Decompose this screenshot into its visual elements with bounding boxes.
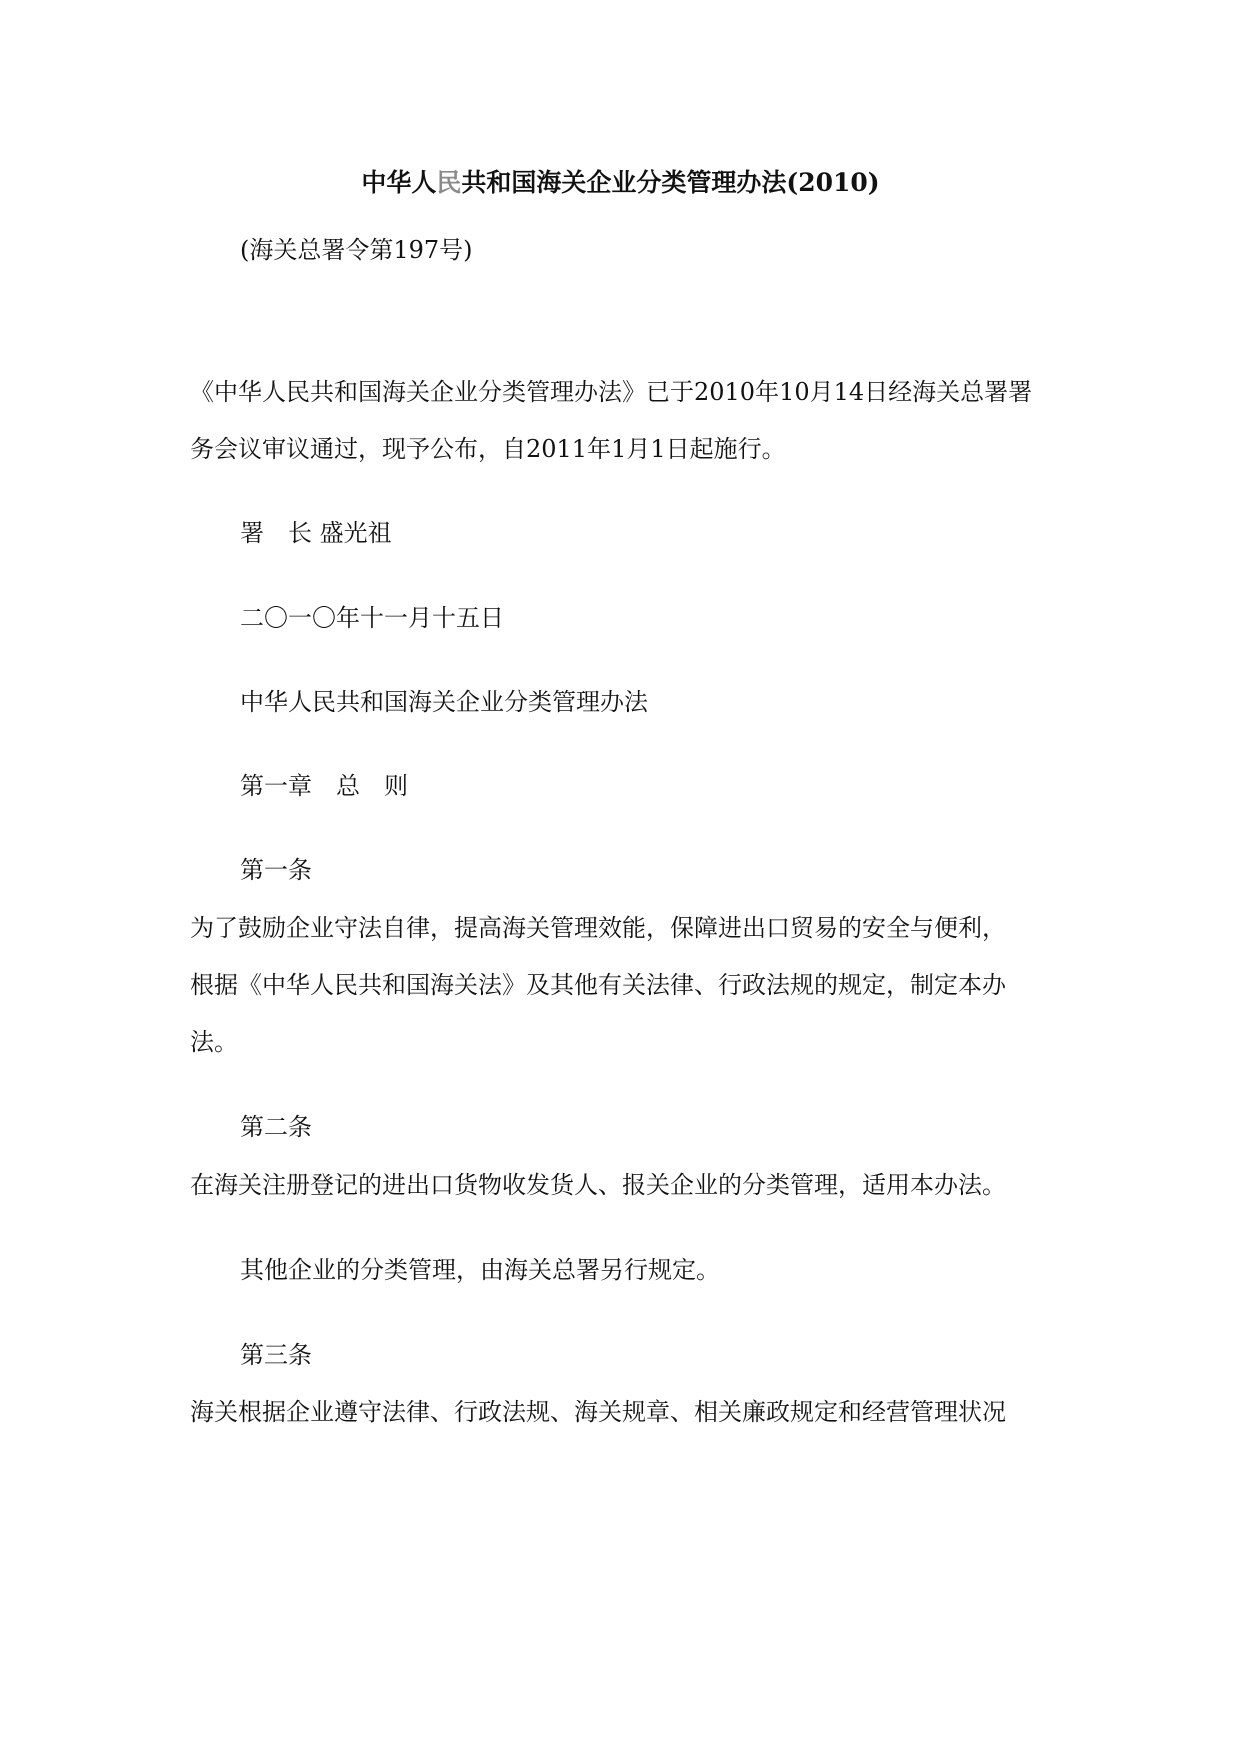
document-subtitle: 中华人民共和国海关企业分类管理办法	[240, 688, 648, 716]
article-2-line-1: 在海关注册登记的进出口货物收发货人、报关企业的分类管理，适用本办法。	[190, 1171, 1006, 1199]
article-3-heading: 第三条	[240, 1341, 312, 1369]
title-part3: 共和国海关企业分类管理办法(2010)	[461, 168, 880, 197]
document-title	[0, 167, 1241, 199]
chapter-heading: 第一章 总 则	[240, 772, 408, 800]
article-1-heading: 第一条	[240, 856, 312, 884]
article-1-line-3: 法。	[190, 1028, 238, 1056]
preamble-line-2: 务会议审议通过，现予公布，自2011年1月1日起施行。	[190, 435, 786, 463]
order-number: (海关总署令第197号)	[240, 236, 473, 264]
title-part2: 民	[436, 168, 462, 197]
title-part1: 中华人	[361, 168, 437, 197]
article-2-paragraph-2: 其他企业的分类管理，由海关总署另行规定。	[240, 1256, 720, 1284]
signature-date: 二〇一〇年十一月十五日	[240, 604, 504, 632]
article-1-line-1: 为了鼓励企业守法自律，提高海关管理效能，保障进出口贸易的安全与便利，	[190, 914, 1006, 942]
signatory: 署 长 盛光祖	[240, 519, 392, 547]
article-2-heading: 第二条	[240, 1113, 312, 1141]
article-3-line-1: 海关根据企业遵守法律、行政法规、海关规章、相关廉政规定和经营管理状况	[190, 1398, 1006, 1426]
article-1-line-2: 根据《中华人民共和国海关法》及其他有关法律、行政法规的规定，制定本办	[190, 971, 1006, 999]
preamble-line-1: 《中华人民共和国海关企业分类管理办法》已于2010年10月14日经海关总署署	[190, 378, 1033, 406]
